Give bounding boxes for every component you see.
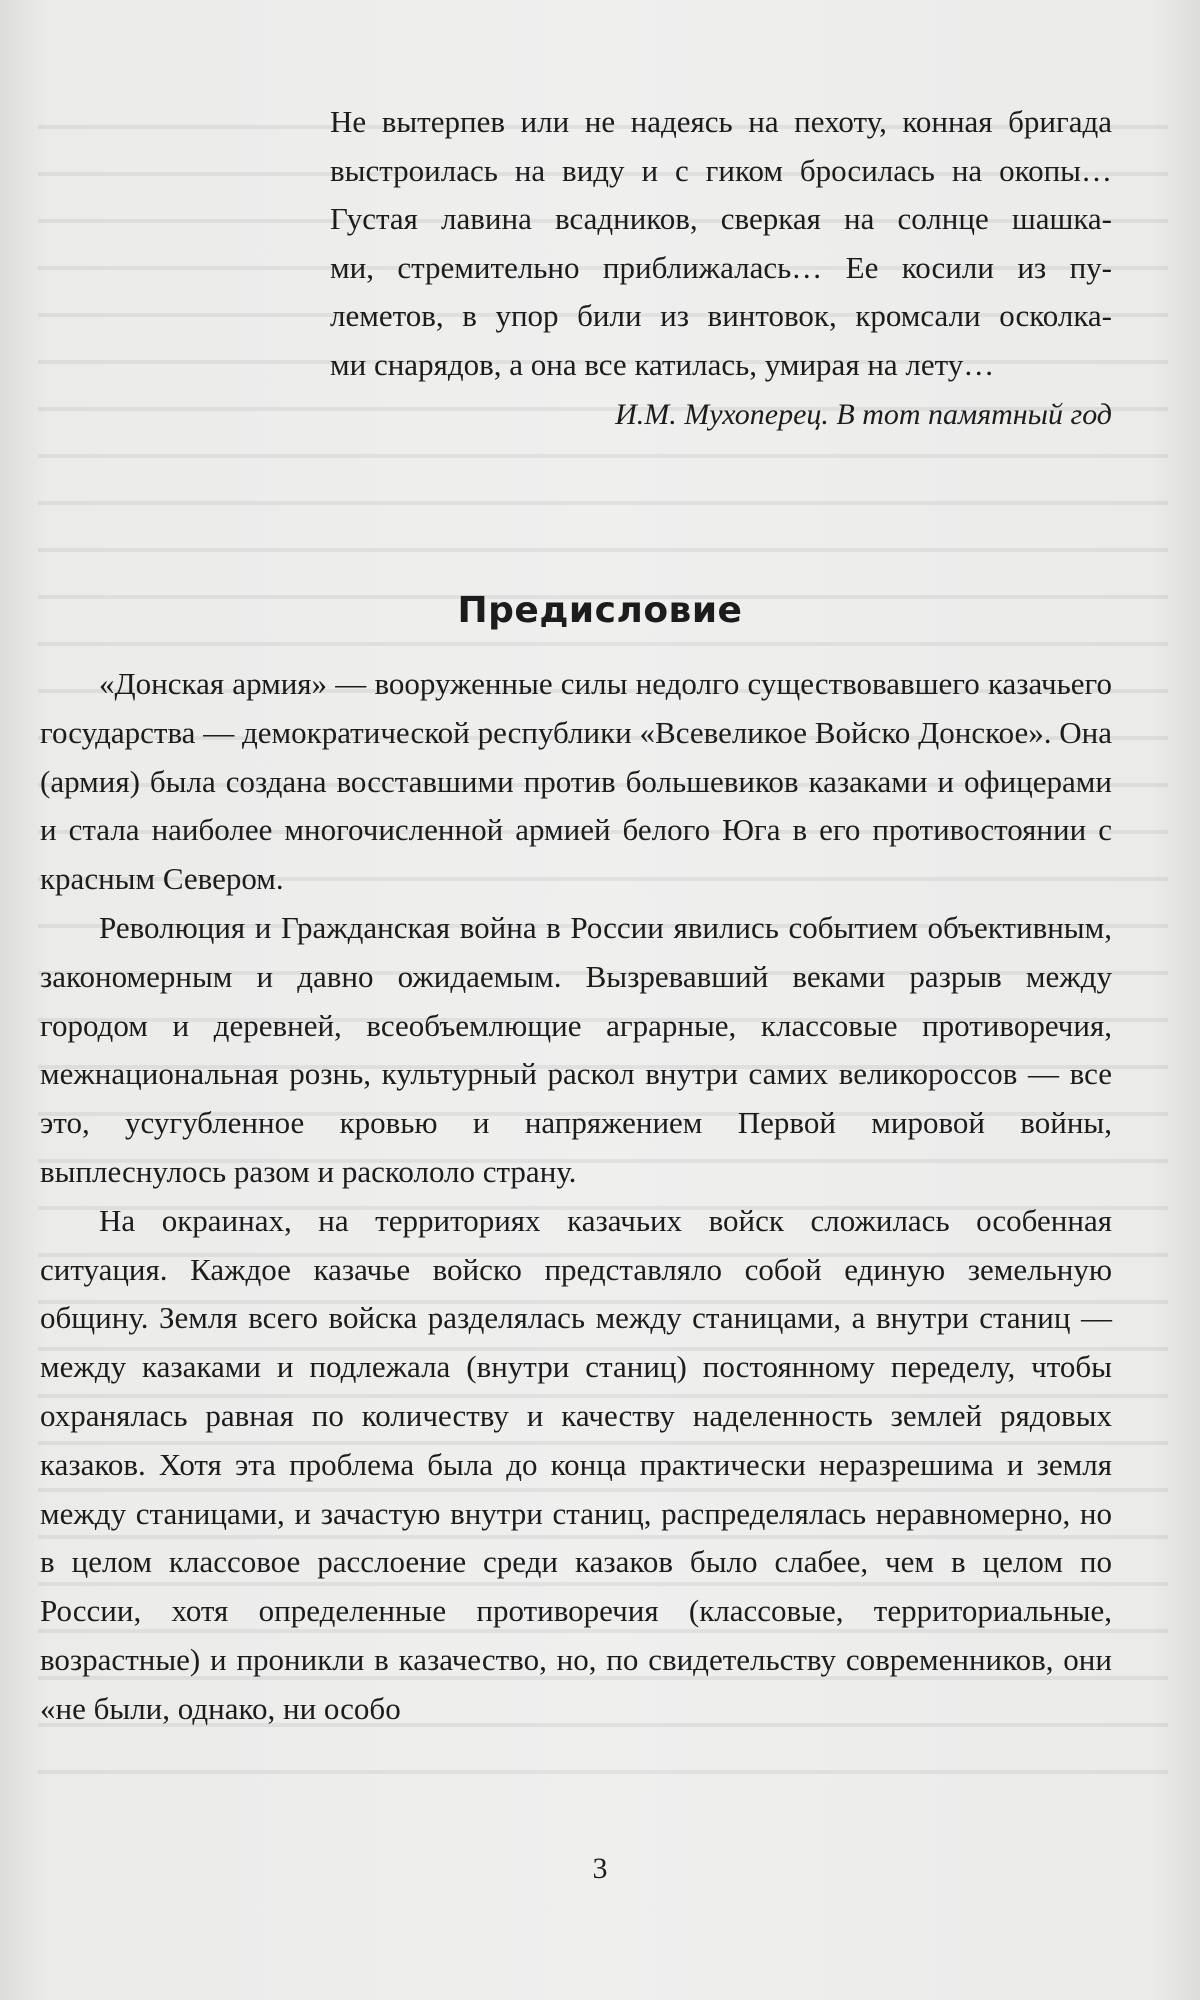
- epigraph: [330, 98, 1112, 440]
- epigraph-line: выстроилась на виду и с гиком бросилась на окопы…: [330, 152, 1112, 188]
- epigraph-line: ми снарядов, а она все катилась, умирая на лету…: [330, 346, 995, 382]
- paragraph: «Донская армия» — вооруженные силы недолго существовавшего казачьего государства — демократической республики «Всевеликое Войско Донское». Она (армия) была создана восставшими против большевиков казаками и офицерами и стала наиболее многочисленной армией белого Юга в его противостоянии с красным Севером.: [40, 666, 1112, 897]
- epigraph-line: ми, стремительно приближалась… Ее косили из пу-: [330, 249, 1112, 285]
- epigraph-source: И.М. Мухоперец. В тот памятный год: [615, 398, 1112, 431]
- epigraph-line: леметов, в упор били из винтовок, кромсали осколка-: [330, 298, 1112, 333]
- body-text: [40, 660, 1112, 1734]
- page-number: 3: [592, 1852, 608, 1885]
- paragraph: Революция и Гражданская война в России явились событием объективным, закономерным и давно ожидаемым. Вызревавший веками разрыв между городом и деревней, всеобъемлющие аграрные, классовые противоречия, межнациональная рознь, культурный раскол внутри самих великороссов — все это, усугубленное кровью и напряжением Первой мировой войны, выплеснулось разом и раскололо страну.: [40, 909, 1112, 1189]
- epigraph-line: Густая лавина всадников, сверкая на солнце шашка-: [330, 201, 1112, 236]
- chapter-heading: Предисловие: [457, 590, 743, 631]
- paragraph: На окраинах, на территориях казачьих войск сложилась особенная ситуация. Каждое казачье войско представляло собой единую земельную общину. Земля всего войска разделялась между станицами, а внутри станиц — между казаками и подлежала (внутри станиц) постоянному переделу, чтобы охранялась равная по количеству и качеству наделенность землей рядовых казаков. Хотя эта проблема была до конца практически неразрешима и земля между станицами, и зачастую внутри станиц, распределялась неравномерно, но в целом классовое расслоение среди казаков было слабее, чем в целом по России, хотя определенные противоречия (классовые, территориальные, возрастные) и проникли в казачество, но, по свидетельству современников, они «не были, однако, ни особо: [40, 1202, 1112, 1726]
- epigraph-line: Не вытерпев или не надеясь на пехоту, конная бригада: [330, 104, 1112, 139]
